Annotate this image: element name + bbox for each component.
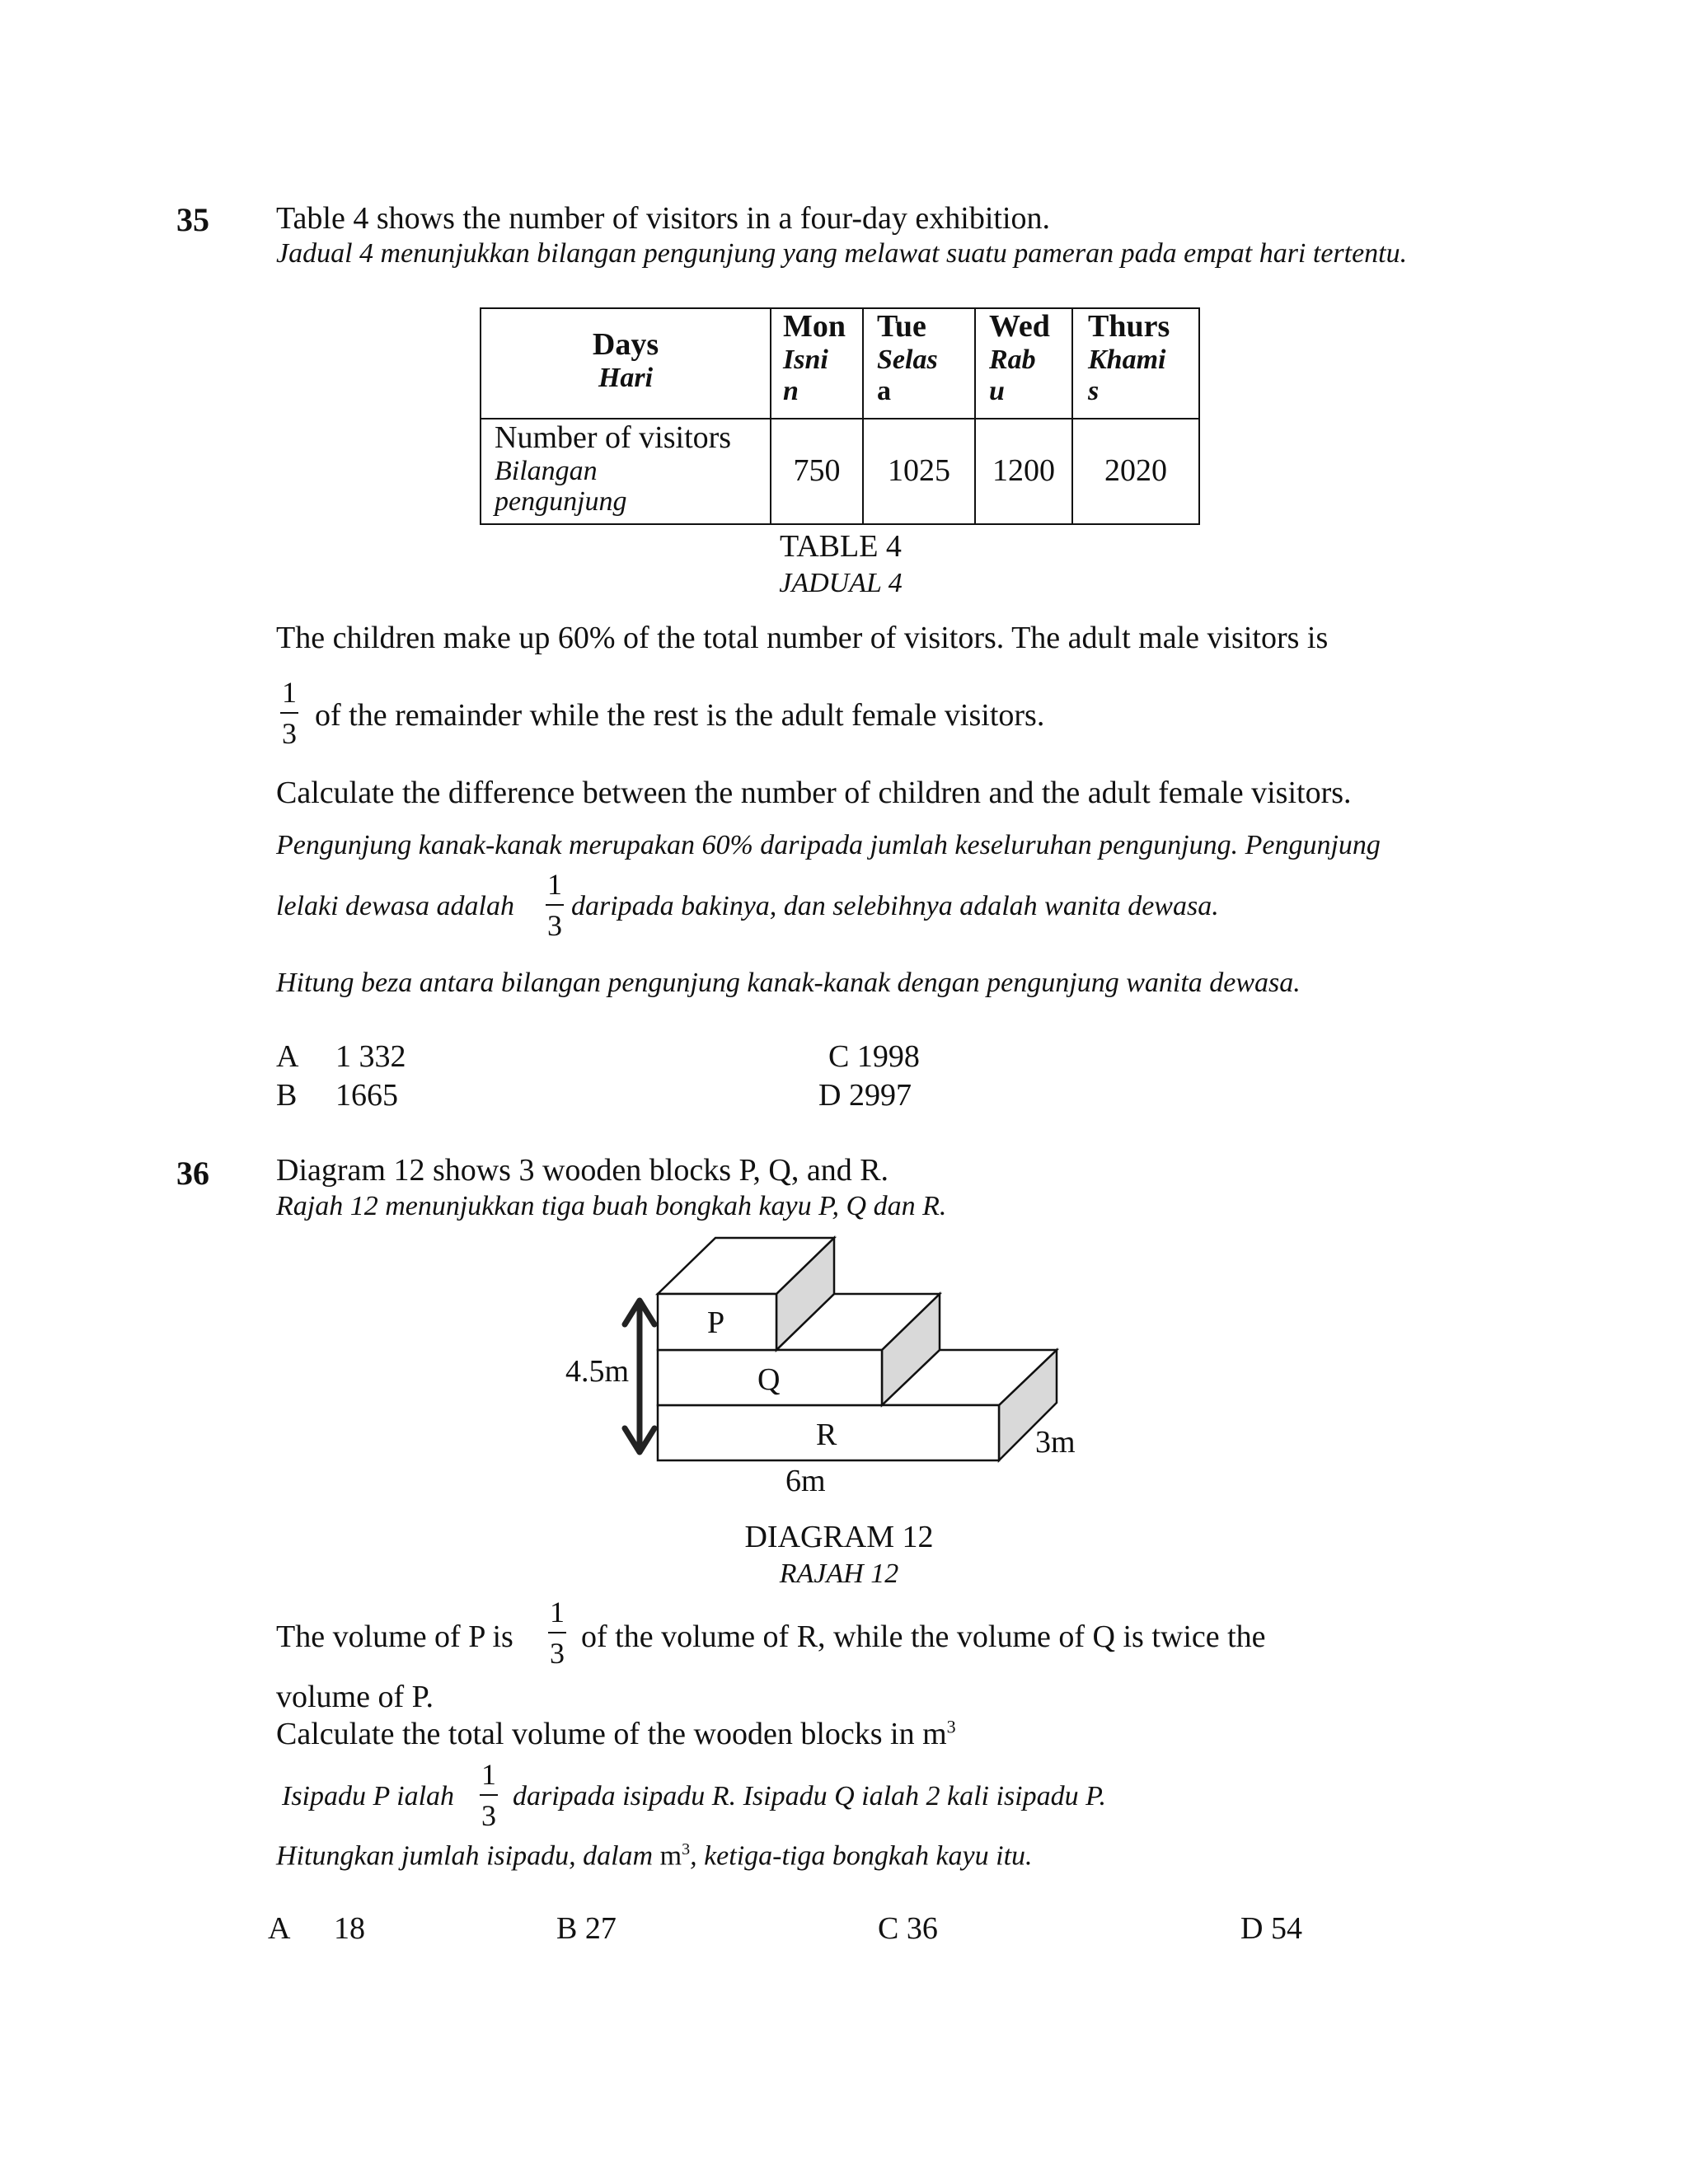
day-en: Tue	[877, 309, 926, 344]
row-label-ms: Bilangan	[495, 455, 598, 486]
fraction-numerator: 1	[547, 868, 562, 901]
option-a-value[interactable]: 1 332	[335, 1039, 406, 1074]
unit-m: m	[659, 1840, 682, 1872]
table-caption-ms: JADUAL 4	[779, 568, 903, 598]
q36-text-en-1a: The volume of P is	[276, 1619, 513, 1654]
q36-text-en-3-main: Calculate the total volume of the wooden blocks in m	[276, 1717, 947, 1751]
fraction-numerator: 1	[550, 1596, 565, 1629]
width-label: 6m	[785, 1464, 826, 1498]
block-q-label: Q	[757, 1362, 781, 1397]
fraction-one-third	[545, 1597, 570, 1668]
diagram-caption-en: DIAGRAM 12	[744, 1520, 934, 1554]
fraction-bar	[548, 1632, 566, 1633]
q35-text-ms-3: Hitung beza antara bilangan pengunjung kanak-kanak dengan pengunjung wanita dewasa.	[276, 968, 1301, 998]
fraction-denominator: 3	[547, 909, 562, 942]
fraction-denominator: 3	[550, 1637, 565, 1670]
visitors-wed: 1200	[975, 419, 1072, 524]
row-label-ms-2: pengunjung	[495, 486, 627, 518]
days-label-en: Days	[592, 327, 659, 362]
question-number: 35	[176, 201, 209, 238]
question-number: 36	[176, 1155, 209, 1192]
q35-text-en-2: of the remainder while the rest is the adult female visitors.	[315, 698, 1045, 733]
day-ms-wrap: a	[877, 375, 891, 406]
question-intro-ms: Jadual 4 menunjukkan bilangan pengunjung yang melawat suatu pameran pada empat hari tertentu.	[276, 238, 1408, 269]
fraction-denominator: 3	[481, 1799, 496, 1832]
option-a-value[interactable]: 18	[334, 1911, 365, 1946]
day-ms: Selas	[877, 344, 938, 375]
question-intro-en: Diagram 12 shows 3 wooden blocks P, Q, and R.	[276, 1153, 889, 1188]
visitors-thu: 2020	[1072, 419, 1199, 524]
day-en: Thurs	[1088, 309, 1170, 344]
day-ms-wrap: u	[989, 375, 1005, 406]
height-label: 4.5m	[565, 1354, 630, 1389]
visitors-mon: 750	[771, 419, 863, 524]
q36-text-en-3	[276, 1716, 956, 1754]
day-en: Mon	[783, 309, 846, 344]
day-ms-wrap: s	[1088, 375, 1100, 406]
option-a-letter[interactable]: A	[276, 1039, 299, 1074]
option-b-letter[interactable]: B	[276, 1078, 298, 1113]
unit-superscript: 3	[946, 1716, 956, 1737]
option-c[interactable]: C 36	[878, 1911, 938, 1946]
day-ms: Khami	[1088, 344, 1166, 375]
row-label-en: Number of visitors	[495, 420, 732, 455]
q35-text-ms-1: Pengunjung kanak-kanak merupakan 60% daripada jumlah keseluruhan pengunjung. Pengunjung	[276, 830, 1381, 860]
q35-text-ms-2a: lelaki dewasa adalah	[276, 891, 514, 921]
option-d[interactable]: D 54	[1240, 1911, 1302, 1946]
q36-text-ms-1a: Isipadu P ialah	[282, 1781, 455, 1811]
q36-text-ms-2	[276, 1840, 1033, 1873]
q36-text-ms-1b: daripada isipadu R. Isipadu Q ialah 2 kali isipadu P.	[513, 1781, 1107, 1811]
q35-text-ms-2b: daripada bakinya, dan selebihnya adalah wanita dewasa.	[571, 891, 1219, 921]
block-r-label: R	[816, 1418, 837, 1452]
days-label-ms: Hari	[598, 362, 654, 393]
unit-superscript: 3	[682, 1840, 691, 1858]
q35-text-en-3: Calculate the difference between the number of children and the adult female visitors.	[276, 776, 1352, 810]
block-p-label: P	[707, 1305, 725, 1340]
q35-text-en-1: The children make up 60% of the total number of visitors. The adult male visitors is	[276, 621, 1329, 655]
visitors-tue: 1025	[863, 419, 975, 524]
fraction-bar	[480, 1794, 498, 1796]
q36-text-en-2: volume of P.	[276, 1680, 434, 1714]
option-d[interactable]: D 2997	[818, 1078, 912, 1113]
fraction-numerator: 1	[481, 1758, 496, 1791]
option-b[interactable]: B 27	[556, 1911, 617, 1946]
table-caption-en: TABLE 4	[780, 529, 902, 564]
diagram-caption-ms: RAJAH 12	[779, 1558, 899, 1589]
option-a-letter[interactable]: A	[268, 1911, 291, 1946]
option-c[interactable]: C 1998	[828, 1039, 920, 1074]
q36-text-ms-2b: , ketiga-tiga bongkah kayu itu.	[690, 1840, 1033, 1872]
question-intro-ms: Rajah 12 menunjukkan tiga buah bongkah kayu P, Q dan R.	[276, 1191, 947, 1221]
day-ms-wrap: n	[783, 375, 799, 406]
fraction-one-third-ms	[476, 1760, 501, 1830]
option-b-value[interactable]: 1665	[335, 1078, 398, 1113]
depth-label: 3m	[1035, 1425, 1076, 1460]
day-en: Wed	[989, 309, 1050, 344]
question-intro-en: Table 4 shows the number of visitors in a four-day exhibition.	[276, 201, 1051, 236]
fraction-numerator: 1	[282, 676, 297, 709]
fraction-denominator: 3	[282, 717, 297, 750]
day-ms: Rab	[989, 344, 1036, 375]
q36-text-ms-2a: Hitungkan jumlah isipadu, dalam	[276, 1840, 660, 1872]
q36-text-en-1b: of the volume of R, while the volume of Q is twice the	[581, 1619, 1266, 1654]
day-ms: Isni	[783, 344, 828, 375]
